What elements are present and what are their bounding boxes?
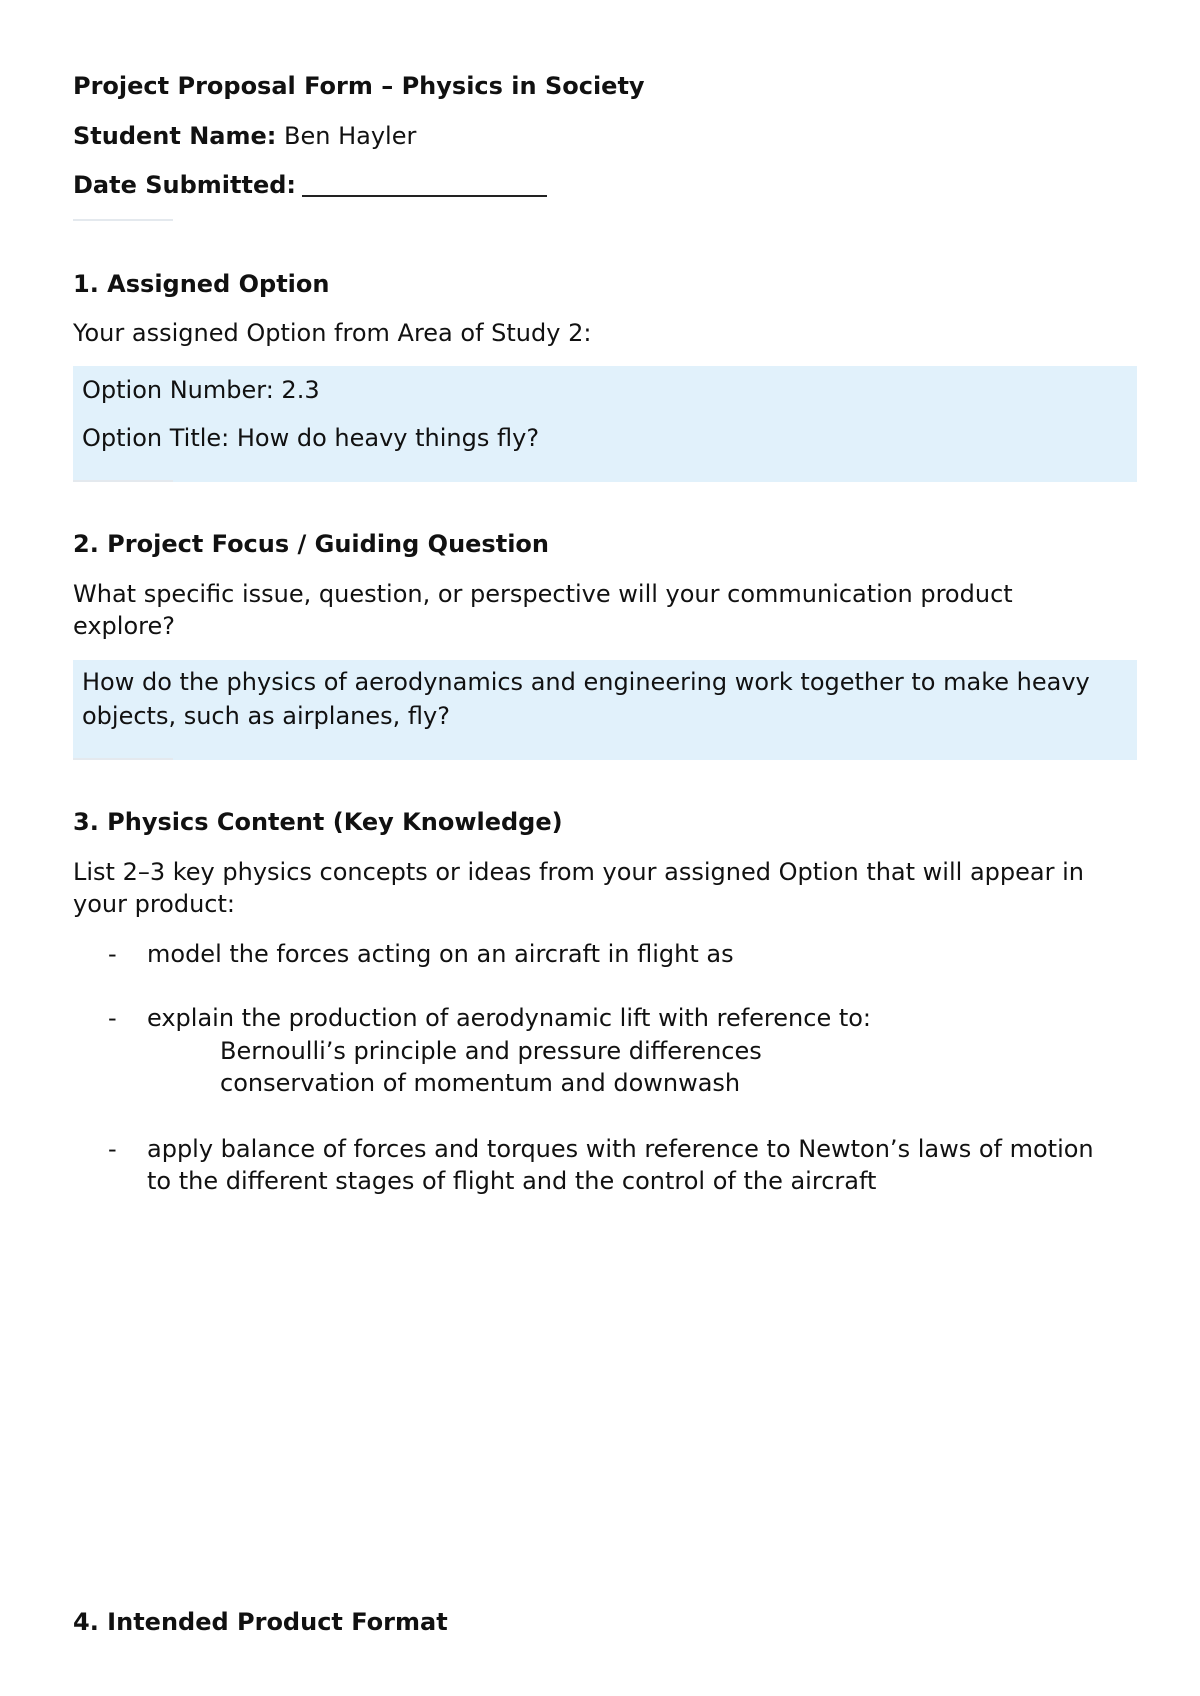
section-2-prompt-line-2: explore? [73,612,175,640]
assigned-option-box [73,366,1137,482]
bullet-3-line-1: apply balance of forces and torques with reference to Newton’s laws of motion [147,1135,1094,1163]
section-divider [73,758,173,760]
option-title: Option Title: How do heavy things fly? [82,424,540,452]
student-name-row [73,122,416,150]
section-2-heading: 2. Project Focus / Guiding Question [73,530,549,558]
bullet-marker: - [108,940,117,968]
section-4-heading: 4. Intended Product Format [73,1608,448,1636]
section-1-heading: 1. Assigned Option [73,270,330,298]
bullet-3-line-2: to the different stages of flight and the control of the aircraft [147,1167,877,1195]
guiding-question-line-2: objects, such as airplanes, fly? [82,702,450,730]
option-number: Option Number: 2.3 [82,376,320,404]
form-title: Project Proposal Form – Physics in Society [73,72,645,100]
student-name-label: Student Name: [73,122,277,150]
bullet-1: model the forces acting on an aircraft in flight as [147,940,734,968]
date-submitted-row [73,171,547,199]
section-divider [73,480,173,482]
bullet-2-sub-1: Bernoulli’s principle and pressure differences [220,1037,762,1065]
section-1-prompt: Your assigned Option from Area of Study 2: [73,319,592,347]
guiding-question-box [73,660,1137,760]
date-submitted-label: Date Submitted: [73,171,297,199]
section-divider [73,219,173,221]
bullet-marker: - [108,1135,117,1163]
bullet-marker: - [108,1004,117,1032]
student-name-value: Ben Hayler [284,122,417,150]
bullet-2-sub-2: conservation of momentum and downwash [220,1069,741,1097]
section-3-prompt-line-2: your product: [73,890,235,918]
date-submitted-field[interactable] [302,171,547,197]
bullet-2: explain the production of aerodynamic lift with reference to: [147,1004,872,1032]
guiding-question-line-1: How do the physics of aerodynamics and engineering work together to make heavy [82,668,1090,696]
section-3-heading: 3. Physics Content (Key Knowledge) [73,808,563,836]
section-2-prompt-line-1: What specific issue, question, or perspective will your communication product [73,580,1013,608]
section-3-prompt-line-1: List 2–3 key physics concepts or ideas from your assigned Option that will appear in [73,858,1084,886]
